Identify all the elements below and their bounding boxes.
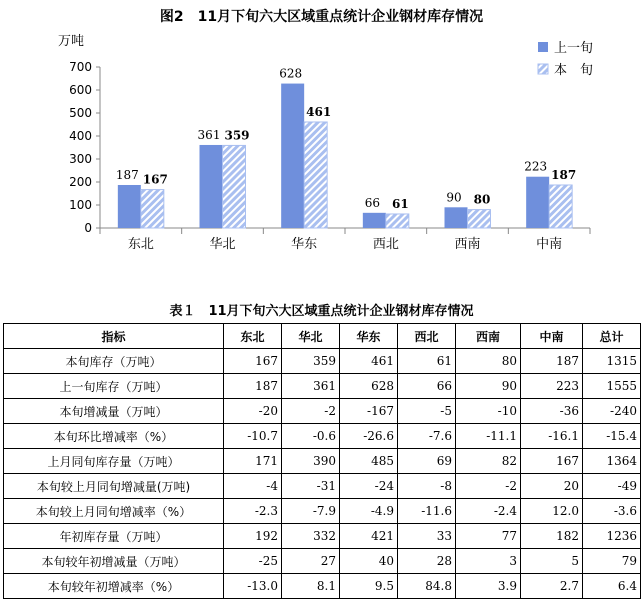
table-cell: -167 <box>340 399 398 424</box>
x-tick-label: 西南 <box>454 237 481 252</box>
table-cell: 8.1 <box>282 574 340 599</box>
table-cell: -15.4 <box>583 424 641 449</box>
x-tick-label: 中南 <box>536 237 563 252</box>
x-tick-label: 华东 <box>291 237 318 252</box>
table-header-row <box>4 324 641 349</box>
bar <box>141 190 164 228</box>
row-label-cell: 本旬库存（万吨） <box>4 349 224 374</box>
table-cell: 3.9 <box>456 574 521 599</box>
y-tick-label: 400 <box>69 129 92 143</box>
x-tick-label: 西北 <box>372 237 399 252</box>
table-cell: -7.9 <box>282 499 340 524</box>
table-row <box>4 524 641 549</box>
bar <box>363 213 386 228</box>
legend-swatch <box>538 64 548 74</box>
table-header-cell: 东北 <box>224 324 282 349</box>
table-row <box>4 499 641 524</box>
bar-value-label: 80 <box>473 192 491 207</box>
table-row <box>4 549 641 574</box>
table-title: 表１ 11月下旬六大区域重点统计企业钢材库存情况 <box>169 304 474 319</box>
bar-value-label: 187 <box>115 167 139 182</box>
table-cell: 84.8 <box>398 574 456 599</box>
table-cell: -31 <box>282 474 340 499</box>
bar <box>223 145 246 228</box>
table-header-cell: 华东 <box>340 324 398 349</box>
x-tick-label: 东北 <box>127 237 154 252</box>
table-cell: -24 <box>340 474 398 499</box>
table-cell: -2 <box>282 399 340 424</box>
table-cell: 6.4 <box>583 574 641 599</box>
table-cell: -13.0 <box>224 574 282 599</box>
table-cell: 40 <box>340 549 398 574</box>
table-cell: -11.1 <box>456 424 521 449</box>
table-cell: -240 <box>583 399 641 424</box>
table-cell: -11.6 <box>398 499 456 524</box>
table-header-cell: 指标 <box>4 324 224 349</box>
table-cell: -5 <box>398 399 456 424</box>
bar-value-label: 359 <box>224 128 250 143</box>
y-tick-label: 500 <box>69 106 92 120</box>
table-cell: 390 <box>282 449 340 474</box>
bar <box>386 214 409 228</box>
table-cell: 82 <box>456 449 521 474</box>
table-header-cell: 西南 <box>456 324 521 349</box>
table-cell: 167 <box>224 349 282 374</box>
legend-label: 上一旬 <box>554 41 594 56</box>
table-cell: -25 <box>224 549 282 574</box>
table-cell: 1315 <box>583 349 641 374</box>
legend-label: 本 旬 <box>554 63 594 78</box>
bar <box>468 210 491 228</box>
bar <box>304 122 327 228</box>
y-tick-label: 300 <box>69 152 92 166</box>
table-cell: 485 <box>340 449 398 474</box>
row-label-cell: 本旬环比增减率（%） <box>4 424 224 449</box>
table-row <box>4 449 641 474</box>
table-row <box>4 374 641 399</box>
table-cell: -4 <box>224 474 282 499</box>
inventory-table <box>3 323 641 599</box>
table-cell: 79 <box>583 549 641 574</box>
table-cell: -4.9 <box>340 499 398 524</box>
table-cell: 628 <box>340 374 398 399</box>
row-label-cell: 上月同旬库存量（万吨） <box>4 449 224 474</box>
table-cell: -10 <box>456 399 521 424</box>
table-row <box>4 399 641 424</box>
table-row <box>4 474 641 499</box>
table-header-cell: 西北 <box>398 324 456 349</box>
y-tick-label: 200 <box>69 175 92 189</box>
bar <box>445 207 468 228</box>
table-cell: -7.6 <box>398 424 456 449</box>
y-tick-label: 700 <box>69 60 92 74</box>
row-label-cell: 本旬较年初增减率（%） <box>4 574 224 599</box>
y-tick-label: 0 <box>84 221 92 235</box>
table-cell: 5 <box>521 549 583 574</box>
legend-swatch <box>538 42 548 52</box>
table-cell: 20 <box>521 474 583 499</box>
figure-title: 图2 11月下旬六大区域重点统计企业钢材库存情况 <box>159 9 484 25</box>
table-cell: 223 <box>521 374 583 399</box>
table-cell: -3.6 <box>583 499 641 524</box>
table-cell: 167 <box>521 449 583 474</box>
table-cell: 187 <box>521 349 583 374</box>
table-cell: -2.3 <box>224 499 282 524</box>
table-cell: -26.6 <box>340 424 398 449</box>
bar <box>281 84 304 228</box>
table-cell: 187 <box>224 374 282 399</box>
table-cell: 461 <box>340 349 398 374</box>
row-label-cell: 上一旬库存（万吨） <box>4 374 224 399</box>
bar-value-label: 223 <box>524 159 548 174</box>
table-cell: -49 <box>583 474 641 499</box>
table-row <box>4 349 641 374</box>
table-cell: -2 <box>456 474 521 499</box>
bar-value-label: 167 <box>142 172 168 187</box>
bar-value-label: 628 <box>279 66 303 81</box>
table-cell: -16.1 <box>521 424 583 449</box>
table-cell: -10.7 <box>224 424 282 449</box>
row-label-cell: 本旬较上月同旬增减率（%） <box>4 499 224 524</box>
row-label-cell: 本旬较上月同旬增减量(万吨) <box>4 474 224 499</box>
table-cell: 28 <box>398 549 456 574</box>
table-cell: -2.4 <box>456 499 521 524</box>
table-cell: 359 <box>282 349 340 374</box>
table-cell: -8 <box>398 474 456 499</box>
table-cell: 77 <box>456 524 521 549</box>
bar-value-label: 187 <box>551 167 577 182</box>
bar <box>526 177 549 228</box>
bar-value-label: 61 <box>391 196 409 211</box>
table-cell: 66 <box>398 374 456 399</box>
table-row <box>4 424 641 449</box>
bar-value-label: 66 <box>364 195 380 210</box>
row-label-cell: 本旬增减量（万吨） <box>4 399 224 424</box>
table-cell: 1236 <box>583 524 641 549</box>
table-cell: 61 <box>398 349 456 374</box>
table-row <box>4 574 641 599</box>
table-cell: 182 <box>521 524 583 549</box>
table-cell: 90 <box>456 374 521 399</box>
table-cell: 9.5 <box>340 574 398 599</box>
table-cell: 192 <box>224 524 282 549</box>
table-cell: 27 <box>282 549 340 574</box>
y-axis-label: 万吨 <box>57 34 84 49</box>
row-label-cell: 本旬较年初增减量（万吨） <box>4 549 224 574</box>
table-cell: 69 <box>398 449 456 474</box>
bar <box>549 185 572 228</box>
table-cell: 1555 <box>583 374 641 399</box>
bar-value-label: 90 <box>446 190 462 205</box>
bar <box>118 185 141 228</box>
table-cell: 1364 <box>583 449 641 474</box>
table-cell: 421 <box>340 524 398 549</box>
bar-value-label: 361 <box>197 127 221 142</box>
table-header-cell: 中南 <box>521 324 583 349</box>
table-cell: 2.7 <box>521 574 583 599</box>
table-cell: 80 <box>456 349 521 374</box>
table-cell: -0.6 <box>282 424 340 449</box>
table-header-cell: 华北 <box>282 324 340 349</box>
table-cell: -20 <box>224 399 282 424</box>
table-cell: 361 <box>282 374 340 399</box>
table-cell: 332 <box>282 524 340 549</box>
row-label-cell: 年初库存量（万吨） <box>4 524 224 549</box>
y-tick-label: 600 <box>69 83 92 97</box>
bar-chart <box>0 28 643 288</box>
table-cell: -36 <box>521 399 583 424</box>
x-tick-label: 华北 <box>209 237 236 252</box>
bar <box>200 145 223 228</box>
table-header-cell: 总计 <box>583 324 641 349</box>
table-cell: 33 <box>398 524 456 549</box>
table-cell: 3 <box>456 549 521 574</box>
table-cell: 12.0 <box>521 499 583 524</box>
bar-value-label: 461 <box>306 104 332 119</box>
table-cell: 171 <box>224 449 282 474</box>
y-tick-label: 100 <box>69 198 92 212</box>
